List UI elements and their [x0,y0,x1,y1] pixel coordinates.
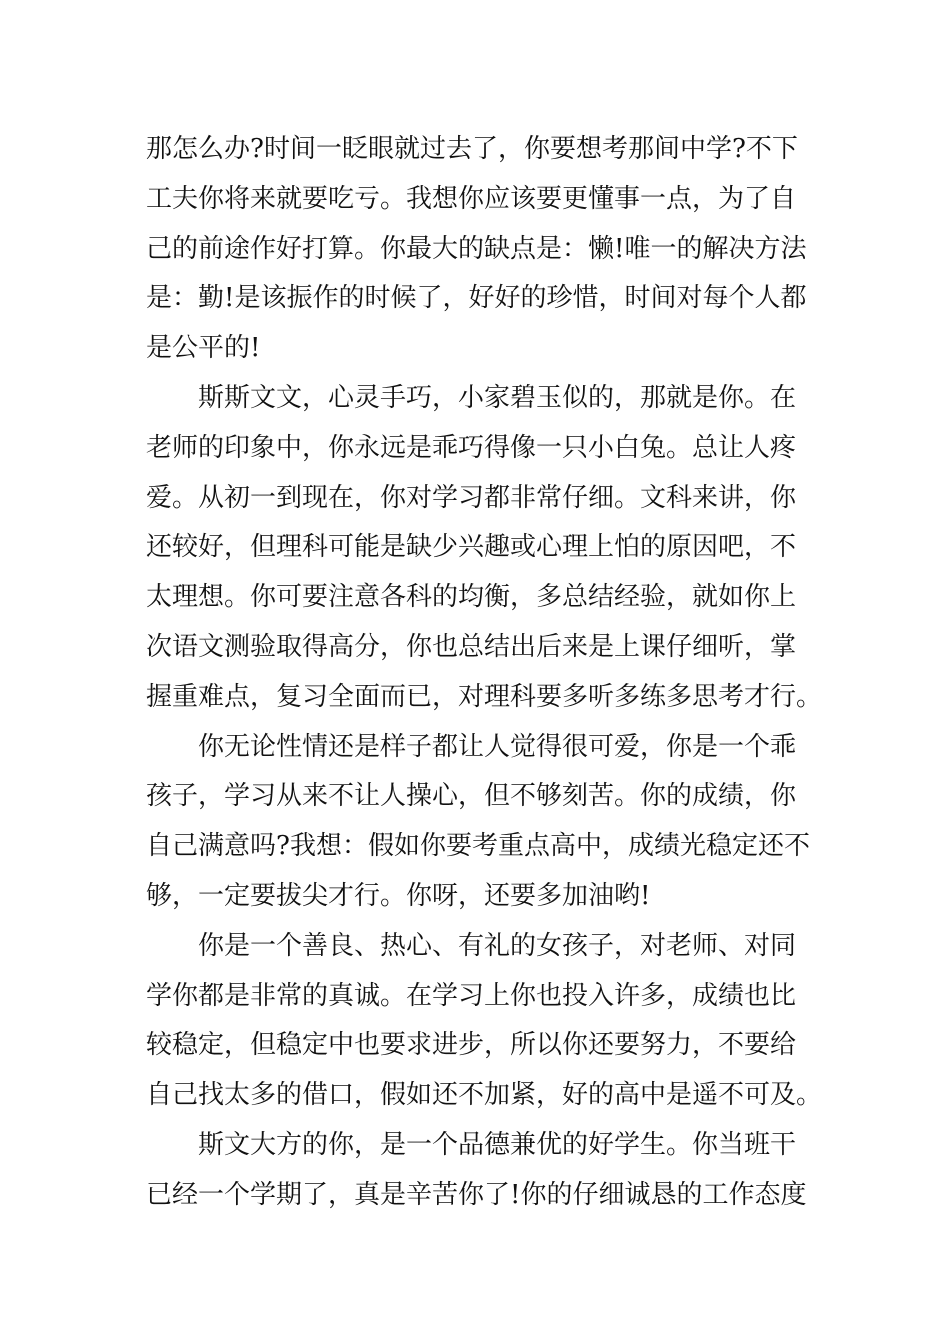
paragraph [146,922,823,1121]
text-line: 次语文测验取得高分，你也总结出后来是上课仔细听，掌 [146,631,797,662]
paragraph [146,723,808,922]
text-line: 己的前途作好打算。你最大的缺点是：懒!唯一的解决方法 [146,233,807,264]
text-line: 斯文大方的你，是一个品德兼优的好学生。你当班干 [198,1129,797,1160]
paragraph [146,374,823,723]
text-line: 你是一个善良、热心、有礼的女孩子，对老师、对同 [198,930,797,961]
text-line: 是公平的! [146,333,261,364]
paragraph [146,1121,808,1221]
text-line: 你无论性情还是样子都让人觉得很可爱，你是一个乖 [198,731,797,762]
text-line: 老师的印象中，你永远是乖巧得像一只小白兔。总让人疼 [146,432,797,463]
paragraph [146,125,808,374]
text-line: 斯斯文文，心灵手巧，小家碧玉似的，那就是你。在 [198,382,797,413]
text-line: 是：勤!是该振作的时候了，好好的珍惜，时间对每个人都 [146,283,807,314]
text-line: 太理想。你可要注意各科的均衡，多总结经验，就如你上 [146,582,797,613]
text-line: 工夫你将来就要吃亏。我想你应该要更懂事一点，为了自 [146,183,797,214]
text-line: 自己找太多的借口，假如还不加紧，好的高中是遥不可及。 [146,1080,823,1111]
body-text [146,125,823,1221]
text-line: 够，一定要拔尖才行。你呀，还要多加油哟! [146,880,651,911]
text-line: 还较好，但理科可能是缺少兴趣或心理上怕的原因吧，不 [146,532,797,563]
text-line: 握重难点，复习全面而已，对理科要多听多练多思考才行。 [146,681,823,712]
text-line: 学你都是非常的真诚。在学习上你也投入许多，成绩也比 [146,980,797,1011]
text-line: 爱。从初一到现在，你对学习都非常仔细。文科来讲，你 [146,482,797,513]
text-line: 那怎么办?时间一眨眼就过去了，你要想考那间中学?不下 [146,134,798,164]
text-line: 孩子，学习从来不让人操心，但不够刻苦。你的成绩，你 [146,781,797,812]
text-line: 已经一个学期了，真是辛苦你了!你的仔细诚恳的工作态度 [146,1179,807,1210]
text-line: 自己满意吗?我想：假如你要考重点高中，成绩光稳定还不 [146,831,810,862]
text-line: 较稳定，但稳定中也要求进步，所以你还要努力，不要给 [146,1030,797,1061]
